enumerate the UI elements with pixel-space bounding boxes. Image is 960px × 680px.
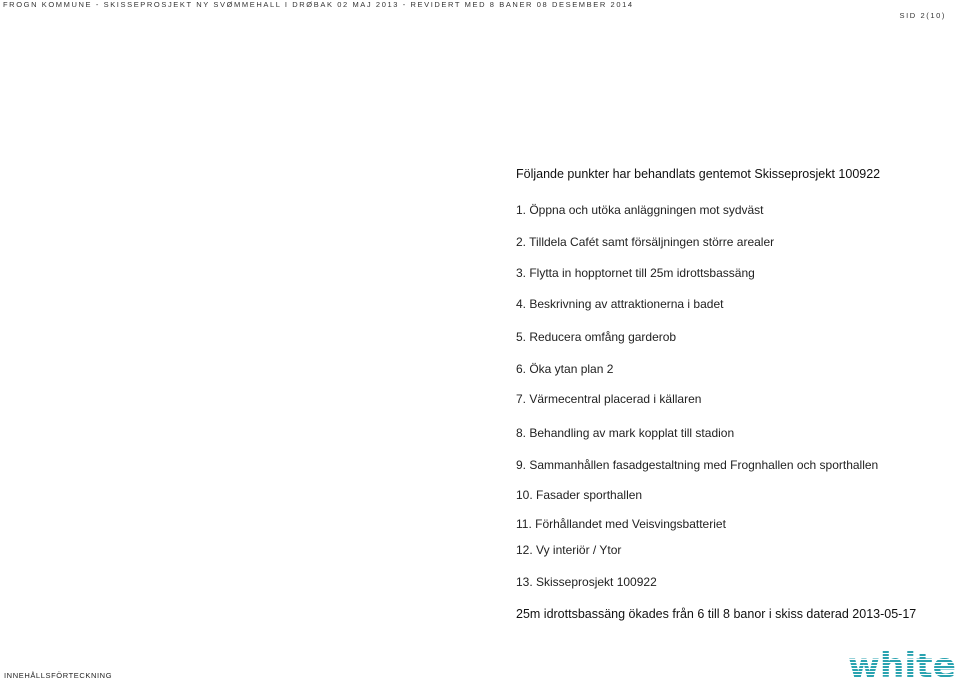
- list-item: 6. Öka ytan plan 2: [516, 362, 614, 376]
- list-item: 7. Värmecentral placerad i källaren: [516, 392, 702, 406]
- white-logo: [848, 648, 958, 680]
- list-item: 13. Skisseprosjekt 100922: [516, 575, 657, 589]
- list-item: 2. Tilldela Cafét samt försäljningen större arealer: [516, 235, 775, 249]
- list-item: 10. Fasader sporthallen: [516, 488, 643, 502]
- logo-wordmark: white: [848, 648, 956, 680]
- list-item: 12. Vy interiör / Ytor: [516, 543, 622, 557]
- list-item: 3. Flytta in hopptornet till 25m idrottsbassäng: [516, 266, 755, 280]
- list-item: 4. Beskrivning av attraktionerna i badet: [516, 297, 724, 311]
- section-heading: Följande punkter har behandlats gentemot Skisseprosjekt 100922: [516, 167, 881, 181]
- list-item: 9. Sammanhållen fasadgestaltning med Frognhallen och sporthallen: [516, 458, 879, 472]
- list-item: 5. Reducera omfång garderob: [516, 330, 677, 344]
- list-item: 8. Behandling av mark kopplat till stadion: [516, 426, 735, 440]
- list-item: 1. Öppna och utöka anläggningen mot sydväst: [516, 203, 764, 217]
- list-item: 11. Förhållandet med Veisvingsbatteriet: [516, 517, 726, 531]
- revision-note: 25m idrottsbassäng ökades från 6 till 8 banor i skiss daterad 2013-05-17: [516, 607, 917, 621]
- table-of-contents-label: INNEHÅLLSFÖRTECKNING: [4, 671, 113, 680]
- document-header-title: FROGN KOMMUNE - SKISSEPROSJEKT NY SVØMMEHALL I DRØBAK 02 MAJ 2013 - REVIDERT MED 8 BANER 08 DESEMBER 2014: [3, 0, 634, 9]
- page-number: SID 2(10): [899, 11, 946, 20]
